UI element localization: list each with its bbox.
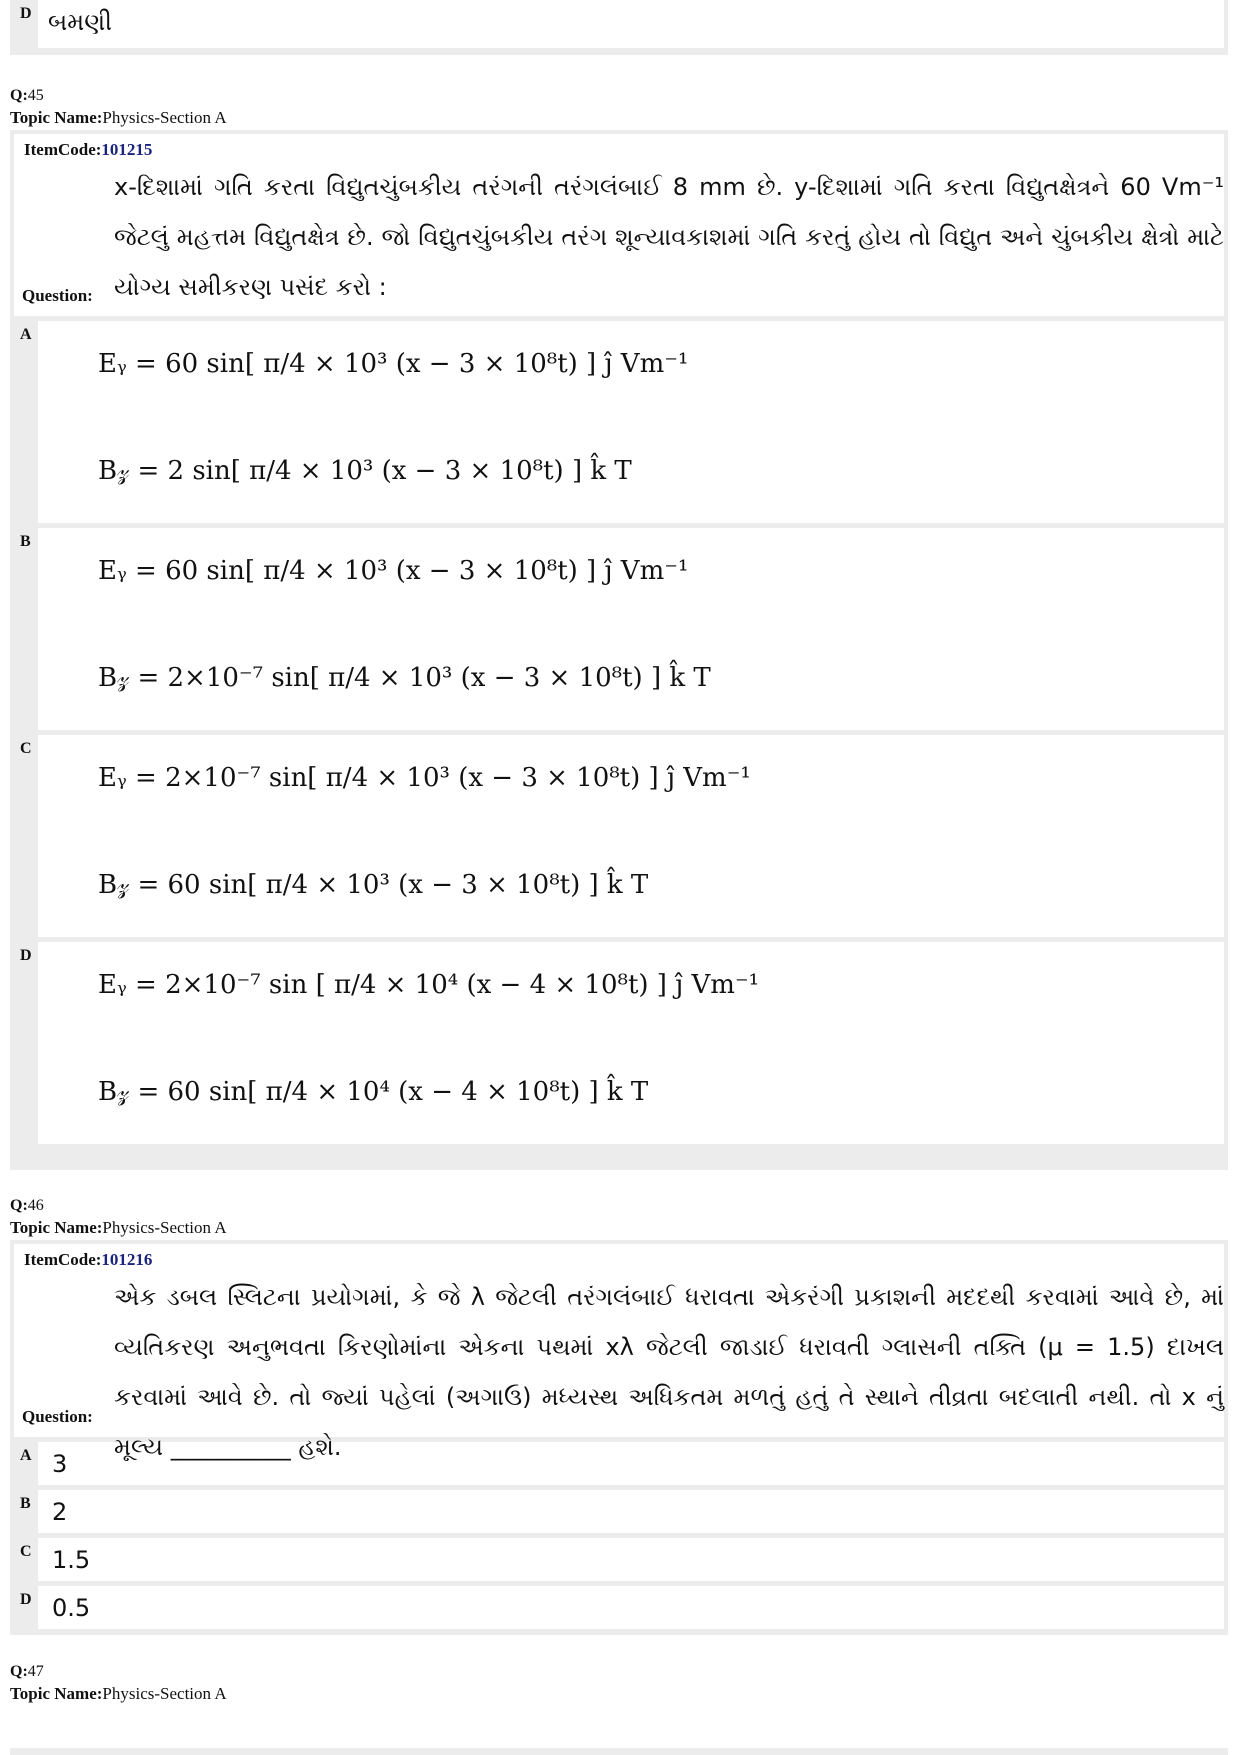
option-label: D: [20, 947, 32, 964]
question-block: [10, 130, 1228, 1170]
option-text: 2: [38, 1490, 1224, 1533]
option-label: C: [20, 740, 32, 757]
option-row: [10, 1586, 1228, 1629]
option-label: A: [20, 326, 32, 343]
question-label: Question:: [22, 286, 93, 305]
option-content: [38, 528, 1224, 730]
question-block-top-edge: [10, 1748, 1228, 1755]
question-header: [14, 134, 1224, 316]
equation-e-field: Eᵧ = 2×10⁻⁷ sin[ π/4 × 10³ (x − 3 × 10⁸t) ] ĵ Vm⁻¹: [98, 763, 751, 793]
option-label: D: [20, 5, 32, 22]
item-code: ItemCode:101216: [24, 1250, 153, 1269]
option-label: D: [20, 1591, 32, 1608]
prev-option-block: [10, 0, 1228, 55]
option-text: બમણી: [38, 0, 1224, 48]
option-text: 0.5: [38, 1586, 1224, 1629]
option-row: [10, 735, 1228, 937]
option-text: 3: [38, 1442, 1224, 1485]
question-block: [10, 1240, 1228, 1635]
option-content: [38, 942, 1224, 1144]
option-content: [38, 735, 1224, 937]
equation-b-field: B𝓏 = 2×10⁻⁷ sin[ π/4 × 10³ (x − 3 × 10⁸t) ] k̂ T: [98, 663, 711, 693]
option-label: B: [20, 533, 31, 550]
option-label: A: [20, 1447, 32, 1464]
equation-e-field: Eᵧ = 60 sin[ π/4 × 10³ (x − 3 × 10⁸t) ] ĵ Vm⁻¹: [98, 556, 689, 586]
topic-name: Topic Name:Physics-Section A: [10, 1218, 227, 1237]
question-number: Q:46: [10, 1197, 44, 1214]
question-label: Question:: [22, 1407, 93, 1426]
option-row: [10, 321, 1228, 523]
question-text: એક ડબલ સ્લિટના પ્રયોગમાં, કે જે λ જેટલી તરંગલંબાઈ ધરાવતા એકરંગી પ્રકાશની મદદથી કરવામાં આવે છે, માં વ્યતિકરણ અનુભવતા કિરણોમાંના એકના પથમાં xλ જેટલી જાડાઈ ધરાવતી ગ્લાસની તક્તિ (μ = 1.5) દાખલ કરવામાં આવે છે. તો જ્યાં પહેલાં (અગાઉ) મધ્યસ્થ અધિકતમ મળતું હતું તે સ્થાને તીવ્રતા બદલાતી નથી. તો x નું મૂલ્ય __________ હશે.: [114, 1283, 1224, 1461]
question-text: x-દિશામાં ગતિ કરતા વિદ્યુતચુંબકીય તરંગની તરંગલંબાઈ 8 mm છે. y-દિશામાં ગતિ કરતા વિદ્યુતક્ષેત્રને 60 Vm⁻¹ જેટલું મહત્તમ વિદ્યુતક્ષેત્ર છે. જો વિદ્યુતચુંબકીય તરંગ શૂન્યાવકાશમાં ગતિ કરતું હોય તો વિદ્યુત અને ચુંબકીય ક્ષેત્રો માટે યોગ્ય સમીકરણ પસંદ કરો :: [114, 173, 1224, 301]
option-row: [10, 942, 1228, 1144]
item-code: ItemCode:101215: [24, 140, 153, 159]
topic-name: Topic Name:Physics-Section A: [10, 1684, 227, 1703]
option-row: [10, 1490, 1228, 1533]
equation-b-field: B𝓏 = 2 sin[ π/4 × 10³ (x − 3 × 10⁸t) ] k̂ T: [98, 456, 632, 486]
option-row: [10, 528, 1228, 730]
equation-b-field: B𝓏 = 60 sin[ π/4 × 10⁴ (x − 4 × 10⁸t) ] k̂ T: [98, 1077, 649, 1107]
option-row: [10, 1538, 1228, 1581]
option-content: [38, 321, 1224, 523]
equation-b-field: B𝓏 = 60 sin[ π/4 × 10³ (x − 3 × 10⁸t) ] k̂ T: [98, 870, 649, 900]
option-label: B: [20, 1495, 31, 1512]
option-text: 1.5: [38, 1538, 1224, 1581]
topic-name: Topic Name:Physics-Section A: [10, 108, 227, 127]
question-number: Q:45: [10, 87, 44, 104]
equation-e-field: Eᵧ = 2×10⁻⁷ sin [ π/4 × 10⁴ (x − 4 × 10⁸t) ] ĵ Vm⁻¹: [98, 970, 760, 1000]
option-label: C: [20, 1543, 32, 1560]
equation-e-field: Eᵧ = 60 sin[ π/4 × 10³ (x − 3 × 10⁸t) ] ĵ Vm⁻¹: [98, 349, 689, 379]
question-header: [14, 1244, 1224, 1461]
option-row: [10, 0, 1228, 48]
question-number: Q:47: [10, 1663, 44, 1680]
